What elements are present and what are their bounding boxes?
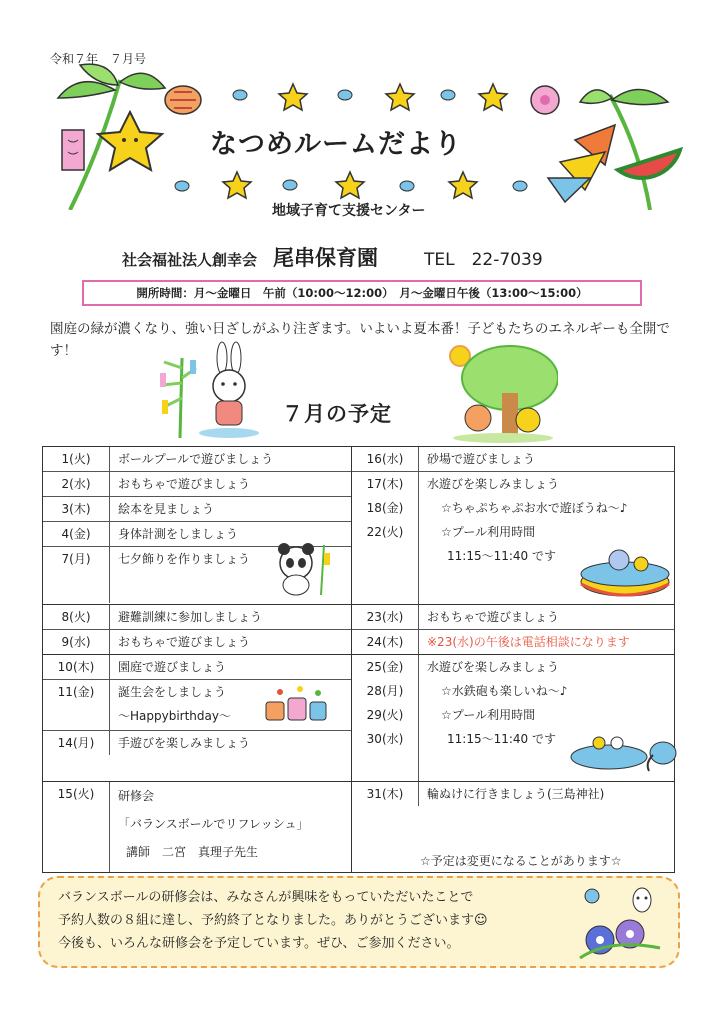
info-box bbox=[38, 876, 680, 968]
table-row: 17(木) 18(金) 22(火) 水遊びを楽しみましょう ☆ちゃぷちゃぷお水で遊ぼうね～♪ ☆プール利用時間 11:15～11:40 です bbox=[352, 472, 674, 604]
tanabata-rabbit-illustration bbox=[150, 338, 270, 443]
elephant-icon bbox=[569, 715, 679, 775]
schedule-left-block-1 bbox=[43, 447, 352, 605]
table-row: 1(火) ボールプールで遊びましょう bbox=[43, 447, 351, 472]
schedule-table bbox=[42, 446, 675, 873]
schedule-note: ☆予定は変更になることがあります☆ bbox=[420, 854, 622, 868]
tree-animals-illustration bbox=[438, 338, 558, 446]
schedule-right-block-1 bbox=[352, 447, 675, 605]
tel-number: TEL 22-7039 bbox=[424, 250, 543, 270]
table-row: 23(水) おもちゃで遊びましょう bbox=[352, 605, 674, 630]
table-row: 3(木) 絵本を見ましょう bbox=[43, 497, 351, 522]
table-row: 25(金) 28(月) 29(火) 30(水) 水遊びを楽しみましょう ☆水鉄砲も楽しいね～♪ ☆プール利用時間 11:15～11:40 です bbox=[352, 655, 674, 781]
header-decoration bbox=[0, 0, 724, 210]
table-row: 10(木) 園庭で遊びましょう bbox=[43, 655, 351, 680]
schedule-left-block-3 bbox=[43, 655, 352, 782]
intro-text: 園庭の緑が濃くなり、強い日ざしがふり注ぎます。いよいよ夏本番！子どもたちのエネルギーも全開です！ bbox=[50, 321, 670, 359]
rabbit-icon bbox=[160, 342, 259, 438]
table-row: 9(水) おもちゃで遊びましょう bbox=[43, 630, 351, 654]
organization-line bbox=[122, 242, 543, 272]
lantern-icon bbox=[165, 86, 201, 114]
table-row: 8(火) 避難訓練に参加しましょう bbox=[43, 605, 351, 630]
table-row: 4(金) 身体計測をしましょう bbox=[43, 522, 351, 547]
schedule-right-block-2 bbox=[352, 605, 675, 655]
morning-glory-icon bbox=[570, 882, 670, 964]
bamboo-icon-right bbox=[548, 89, 668, 210]
table-row: 14(月) 手遊びを楽しみましょう bbox=[43, 731, 351, 755]
issue-label: 令和７年 ７月号 bbox=[50, 52, 147, 66]
pool-icon bbox=[579, 544, 671, 600]
center-name: 地域子育て支援センター bbox=[272, 203, 426, 219]
tree-icon bbox=[453, 346, 558, 443]
table-row: 2(水) おもちゃで遊びましょう bbox=[43, 472, 351, 497]
schedule-title: ７月の予定 bbox=[282, 402, 392, 426]
org-name: 社会福祉法人創幸会 bbox=[122, 251, 258, 269]
schedule-left-block-4 bbox=[43, 782, 352, 873]
panda-icon bbox=[266, 539, 336, 597]
table-row: 31(木) 輪ぬけに行きましょう(三島神社) bbox=[352, 782, 674, 806]
birthday-cake-icon bbox=[260, 684, 330, 726]
schedule-right-block-3 bbox=[352, 655, 675, 782]
table-row: 15(火) 研修会 「バランスボールでリフレッシュ」 講師 二宮 真理子先生 bbox=[43, 782, 351, 872]
table-row: 16(水) 砂場で遊びましょう bbox=[352, 447, 674, 472]
newsletter-title: なつめルームだより bbox=[210, 129, 462, 160]
info-line: バランスボールの研修会は、みなさんが興味をもっていただいたことで bbox=[58, 890, 474, 905]
watermelon-icon bbox=[618, 150, 680, 178]
info-line: 予約人数の８組に達し、予約終了となりました。ありがとうございます☺ bbox=[58, 913, 488, 928]
table-row: 24(木) ※23(水)の午後は電話相談になります bbox=[352, 630, 674, 654]
table-row: 7(月) 七夕飾りを作りましょう bbox=[43, 547, 351, 603]
nursery-name: 尾串保育園 bbox=[273, 246, 379, 270]
schedule-left-block-2 bbox=[43, 605, 352, 655]
flower-icon bbox=[531, 86, 559, 114]
info-line: 今後も、いろんな研修会を予定しています。ぜひ、ご参加ください。 bbox=[58, 936, 460, 951]
opening-hours: 開所時間：月～金曜日 午前（10:00～12:00） 月～金曜日午後（13:00～15:00） bbox=[82, 280, 642, 306]
table-row: 11(金) 誕生会をしましょう ～Happybirthday～ bbox=[43, 680, 351, 731]
